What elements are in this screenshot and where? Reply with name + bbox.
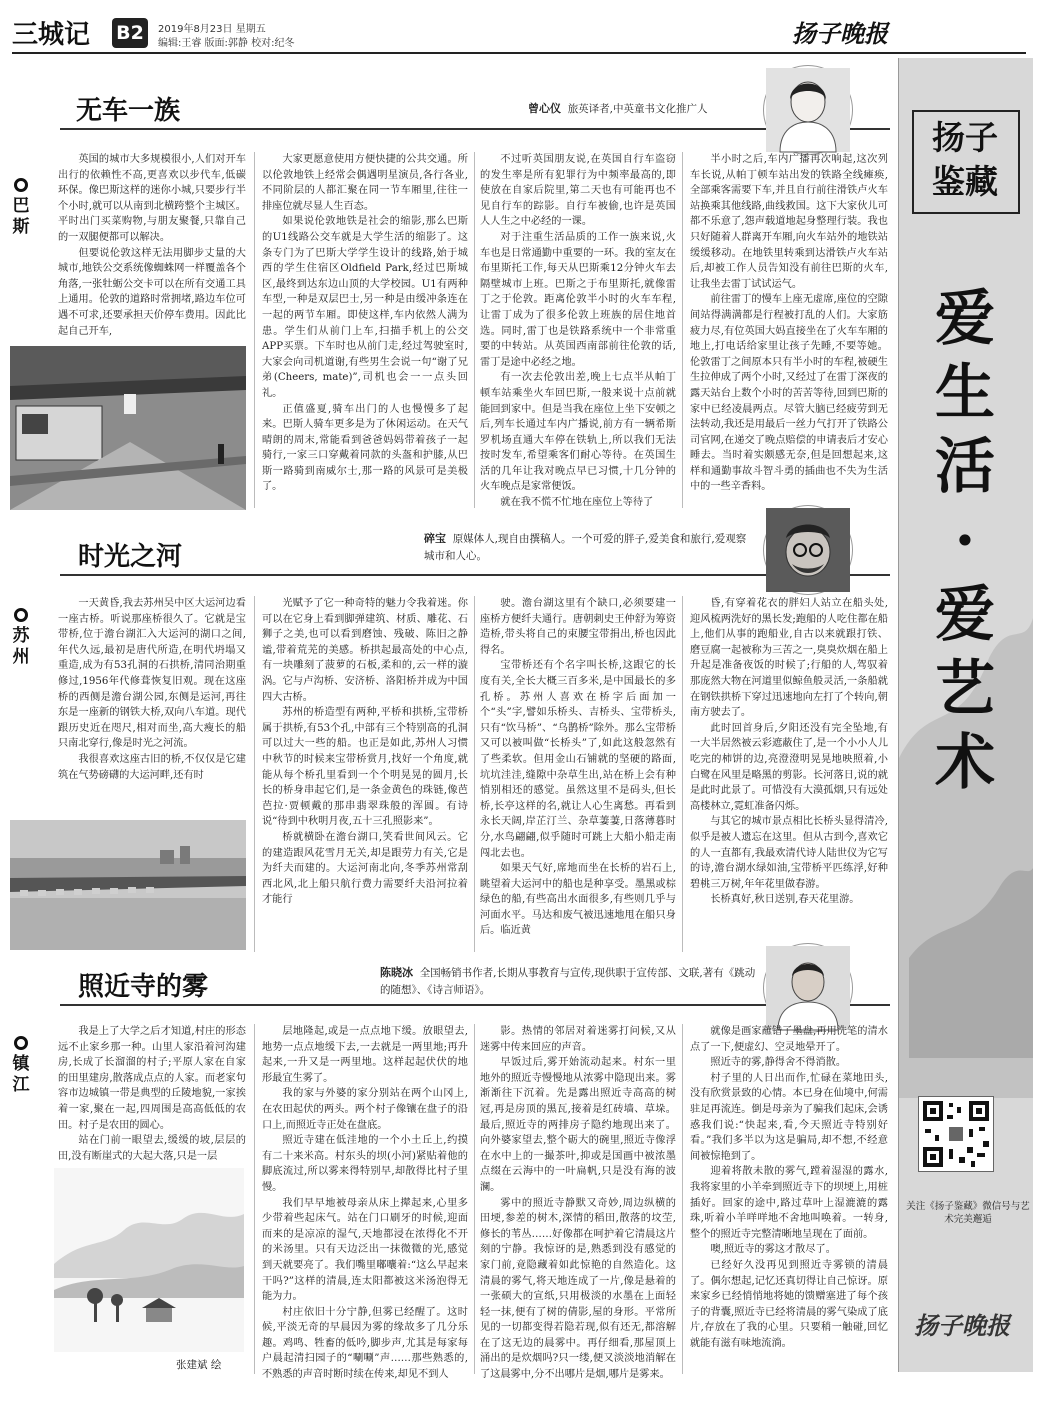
paragraph: 前往雷丁的慢车上座无虚席,座位的空隙间站得满满都是行程被打乱的人们。大家筋疲力尽,有位英国大妈直接坐在了火车车厢的地上,打电话给家里让孩子先睡,不要等她。伦敦雷丁之间原本只有半小时的车程,被硬生生拉伸成了两个小时,又经过了在雷丁深夜的露天站台上数个小时的苦苦等待,回到巴斯的家中已经凌晨两点。尽管大脑已经疲劳到无法转动,我还是用最后一丝力气打开了铁路公司官网,在递交了晚点赔偿的申请表后才安心睡去。当时着实颇感无奈,但是回想起来,这样和通勤事故斗智斗勇的插曲也不失为生活中的一些辛香料。 bbox=[690, 294, 888, 493]
paragraph: 我很喜欢这座古旧的桥,不仅仅是它建筑在气势磅礴的大运河畔,还有时 bbox=[58, 753, 246, 781]
paragraph: 层地隆起,或是一点点地下缓。放眼望去,地势一点点地缓下去,一去就是一两里地;再升起来,一升又是一两里地。这样起起伏伏的地形最宜生雾了。 bbox=[262, 1026, 468, 1084]
article-column bbox=[58, 1024, 246, 1164]
article-column bbox=[480, 152, 676, 510]
section-name: 三城记 bbox=[12, 20, 91, 50]
author-bio: 旅英译者,中英童书文化推广人 bbox=[567, 103, 708, 115]
sidebar-slogan: 爱 生 活 · 爱 艺 术 bbox=[935, 284, 995, 798]
location-name: 苏州 bbox=[12, 626, 30, 667]
paragraph: 早饭过后,雾开始流动起来。村东一里地外的照近寺慢慢地从浓雾中隐现出来。雾渐渐往下沉着。先是露出照近寺高高的树冠,再是房顶的黑瓦,接着是红砖墙、草垛。最后,照近寺的两排房子隐约地现出来了。向外婆家望去,整个砺大的碗里,照近寺像浮在水中上的一撮茶叶,抑或是国画中被浓墨点缀在云海中的一叶扁帆,只是没有海的波澜。 bbox=[480, 1057, 676, 1193]
paragraph: 英国的城市大多规模很小,人们对开车出行的依赖性不高,更喜欢以步代车,低碳环保。像巴斯这样的迷你小城,只要步行半个小时,就可以从南到北横跨整个主城区。平时出门买菜购物,与朋友聚餐,只靠自己的一双腿便都可以解决。 bbox=[58, 154, 246, 243]
paragraph: 对于注重生活品质的工作一族来说,火车也是日常通勤中重要的一环。我的室友在布里斯托工作,每天从巴斯乘12分钟火车去隔壁城市上班。巴斯之于布里斯托,就像雷丁之于伦敦。距离伦敦半小时的火车车程,让雷丁成为了很多伦敦上班族的居住地首选。同时,雷丁也是铁路系统中一个非常重要的中转站。从英国西南部前往伦敦的话,雷丁是途中必经之地。 bbox=[480, 231, 676, 368]
location-pin-icon bbox=[14, 608, 28, 622]
header-rule bbox=[12, 52, 1026, 54]
paragraph: 桥就横卧在澹台湖口,笑看世间风云。它的建造跟风花雪月无关,却是跟劳力有关,它是为纤夫而建的。大运河南北向,冬季苏州常刮西北风,北上船只航行费力需要纤夫沿河拉着才能行 bbox=[262, 831, 468, 906]
paragraph: 雾中的照近寺静默又奇妙,周边纵横的田埂,参差的树木,深情的稻田,散落的坟茔,修长的苇丛……好像都在呵护着它清晨这片刻的宁静。我惊讶的是,熟悉到没有感觉的家门前,竟隐藏着如此惊艳的自然造化。这清晨的雾气,将天地连成了一片,像是悬着的一张硕大的宣纸,只用极淡的水墨在上面轻轻一抹,便有了树的倩影,屋的身形。平常所见的一切都变得若隐若现,似有还无,都溶解在了这无边的晨雾中。再仔细看,那屋顶上涌出的是炊烟吗?只一缕,便又淡淡地消解在了这晨雾中,分不出哪片是烟,哪片是雾来。 bbox=[480, 1197, 676, 1381]
article-title: 无车一族 bbox=[76, 96, 181, 126]
paragraph: 昏,有穿着花衣的胖妇人站立在船头处,迎风梳两洗好的黑长发;跑船的人吃住都在船上,他们从事的跑船业,自古以来就跟打铁、磨豆腐一起被称为三苦之一,臭臭炊烟在船上升起是准备夜饭的时候了;行船的人,驾驭着那庞然大物在河道里似鲸鱼般灵活,一条船就在钢铁拱桥下穿过迅速地向左打了个转向,朝南方驶去了。 bbox=[690, 598, 888, 719]
article-column bbox=[690, 596, 888, 954]
paragraph: 已经好久没再见到照近寺雾锁的清晨了。偶尔想起,记忆还真切得让自己惊讶。原来家乡已经悄悄地将她的馈赠塞进了每个孩子的背囊,照近寺已经将清晨的雾气染成了底片,存放在了我的心里。只要稍一触碰,回忆就能有滋有味地流淌。 bbox=[690, 1259, 888, 1349]
paragraph: 就像是画家蘸错了墨盘,再用洗笔的清水点了一下,便虚幻、空灵地晕开了。 bbox=[690, 1026, 888, 1053]
paragraph: 有一次去伦敦出差,晚上七点半从帕丁顿车站乘坐火车回巴斯,一般来说十点前就能回到家中。但是当我在座位上坐下安顿之后,列车长通过车内广播说,前方有一辆希斯罗机场直通大车停在铁轨上,所以我们无法按时发车,希望乘客们耐心等待。在英国生活的几年让我对晚点早已习惯,十几分钟的火车晚点是家常便饭。 bbox=[480, 372, 676, 493]
article-column bbox=[690, 1024, 888, 1374]
paragraph: 噢,照近寺的雾这才散尽了。 bbox=[710, 1244, 836, 1256]
paragraph: 影。热情的邻居对着迷雾打问候,又从迷雾中传来回应的声音。 bbox=[480, 1026, 676, 1053]
paragraph: 光赋予了它一种奇特的魅力令我着迷。你可以在它身上看到脚弹建筑、材质、雕花、石狮子之美,也可以看到磨蚀、残破、陈旧之静谧,带着荒芜的美感。桥拱起最高处的中心点,有一块雕刻了菠萝的石板,柔和的,云一样的漩涡。它与卢沟桥、安济桥、洛阳桥并成为中国四大古桥。 bbox=[262, 598, 468, 703]
paragraph: 大家更愿意使用方便快捷的公共交通。所以伦敦地铁上经常会偶遇明星演员,各行各业,不同阶层的人都汇聚在同一节车厢里,往往一排座位就尽显人生百态。 bbox=[262, 154, 468, 212]
paragraph: 村子里的人日出而作,忙碌在菜地田头,没有欣赏景致的心情。本已身在仙境中,何需驻足再流连。倒是母亲为了骗我们起床,会诱惑我们说:“快起来,看,今天照近寺特别好看。”我们多半以为这是骗局,却不想,不经意间被惊艳到了。 bbox=[690, 1072, 888, 1162]
paragraph: 驶。澹台湖这里有个缺口,必须要建一座桥方便纤夫通行。唐朝刺史王仲舒为筹资造桥,带头将自己的束腰宝带捐出,桥也因此得名。 bbox=[480, 598, 676, 656]
paragraph: 一天黄昏,我去苏州吴中区大运河边看一座古桥。听说那座桥很久了。它就是宝带桥,位于澹台湖汇入大运河的湖口之间,年代久远,最初是唐代所造,在明代坍塌又重造,成为有53孔洞的石拱桥,清同治期重修过,1956年代修葺恢复旧观。现在这座桥的西侧是澹台湖公园,东侧是运河,再往东是一座新的钢铁大桥,双向八车道。现代跟历史近在咫尺,相对而坐,高大瘦长的船只南北穿行,像是时光之河流。 bbox=[58, 598, 246, 750]
article-column bbox=[58, 596, 246, 810]
sidebar-masthead: 扬子晚报 bbox=[914, 1311, 1010, 1340]
paragraph: 村庄依旧十分宁静,但雾已经醒了。这时候,平淡无奇的早晨因为雾的缘故多了几分乐趣。鸡鸣、牲畜的低吟,脚步声,尤其是每家每户晨起清扫园子的“唰唰”声……那些熟悉的,不熟悉的声音时断时续在传来,却见不到人 bbox=[262, 1306, 468, 1381]
paragraph: 我的家与外婆的家分别站在两个山冈上,在农田起伏的两头。两个村子像镶在盘子的沿口上,而照近寺正处在盘底。 bbox=[262, 1088, 468, 1131]
paragraph: 半小时之后,车内广播再次响起,这次列车长说,从帕丁顿车站出发的铁路全线瘫痪,全部乘客需要下车,并且自行前往滑铁卢火车站换乘其他线路,曲线救国。这下大家伙儿可都不乐意了,怨声载道地起身整理行装。我也只好随着人群离开车厢,向火车站外的地铁站缓缓移动。在地铁里转乘到达滑铁卢火车站后,却被工作人员告知没有前往巴斯的火车,让我坐去雷丁试试运气。 bbox=[690, 154, 888, 290]
location-pin-icon bbox=[14, 1036, 28, 1050]
location-tag bbox=[10, 178, 32, 238]
article-column bbox=[58, 152, 246, 340]
author-name: 碎宝 bbox=[424, 532, 446, 545]
article-column bbox=[262, 596, 468, 954]
paragraph: 长桥真好,秋日送别,春天花里游。 bbox=[710, 894, 860, 906]
illustration-credit: 张建斌 绘 bbox=[176, 1359, 222, 1371]
paragraph: 与其它的城市景点相比长桥头显得清冷,似乎是被人遗忘在这里。但从古到今,喜欢它的人一直都有,我最欢清代诗人陆世仪为它写的诗,澹台湖水绿如油,宝带桥平匹练浮,好种碧桃三万树,年年花里做春游。 bbox=[690, 816, 888, 890]
stone-bridge-photo bbox=[10, 820, 246, 950]
paragraph: 正值盛夏,骑车出门的人也慢慢多了起来。巴斯人骑车更多是为了休闲运动。在天气晴朗的周末,常能看到爸爸妈妈带着孩子一起骑行,一家三口穿戴着同款的头盔和护膝,从巴斯一路骑到南威尔士,那一路的风景可是美极了。 bbox=[262, 403, 468, 493]
brand-logo: 扬子 鉴藏 bbox=[932, 118, 998, 201]
paragraph: 如果说伦敦地铁是社会的缩影,那么巴斯的U1线路公交车就是大学生活的缩影了。这条专门为了巴斯大学学生设计的线路,始于城西的学生住宿区Oldfield Park,经过巴斯城区,最终到达东边山顶的大学校园。U1有两种车型,一种是双层巴士,另一种是由缓冲条连在一起的两节车厢。即使这样,车内依然人满为患。学生们从前门上车,扫描手机上的公交APP买票。下车时也从前门走,经过驾驶室时,大家会向司机道谢,有些男生会说一句“谢了兄弟(Cheers, mate)”,司机也会一一点头回礼。 bbox=[262, 216, 468, 399]
article-column bbox=[262, 152, 468, 510]
author-line bbox=[424, 530, 754, 565]
article-column bbox=[262, 1024, 468, 1381]
location-tag bbox=[10, 1036, 32, 1096]
location-tag bbox=[10, 608, 32, 668]
author-name: 陈晓冰 bbox=[380, 966, 413, 979]
landscape-ink-painting bbox=[54, 1168, 244, 1352]
author-line bbox=[528, 100, 788, 118]
author-bio: 原媒体人,现自由撰稿人。一个可爱的胖子,爱美食和旅行,爱观察城市和人心。 bbox=[424, 533, 747, 562]
article-title: 照近寺的雾 bbox=[78, 972, 209, 1002]
paragraph: 照近寺建在低洼地的一个小土丘上,约摸有二十来米高。村东头的坝(小河)紧贴着他的脚底流过,所以雾来得特别早,却散得比村子里慢。 bbox=[262, 1135, 468, 1193]
paragraph: 我是上了大学之后才知道,村庄的形态远不止家乡那一种。山里人家沿着河沟建房,长成了长溜溜的村子;平原人家在自家的田里建房,散落成点点的人家。而老家句容市边城镇一带是典型的丘陵地貌,一家挨着一家,聚在一起,四周围是高高低低的农田。村子是农田的圆心。 bbox=[58, 1026, 246, 1131]
qr-caption: 关注《扬子鉴藏》微信号与艺术完美邂逅 bbox=[906, 1201, 1030, 1225]
page-number-badge: B2 bbox=[112, 18, 148, 48]
editors-line: 编辑:王睿 版面:郭静 校对:纪冬 bbox=[158, 38, 295, 49]
paragraph: 迎着将散未散的雾气,蹚着湿湿的露水,我将家里的小羊牵到照近寺下的坝埂上,用桩插好。回家的途中,路过草叶上湿漉漉的露珠,听着小羊咩咩地不舍地叫唤着。一转身,整个的照近寺完整清晰地呈现在了面前。 bbox=[690, 1166, 888, 1240]
article-column bbox=[690, 152, 888, 510]
paragraph: 站在门前一眼望去,缓缓的坡,层层的田,没有断崖式的大起大落,只是一层 bbox=[58, 1135, 246, 1162]
author-portrait bbox=[764, 506, 852, 594]
paragraph: 苏州的桥造型有两种,平桥和拱桥,宝带桥属于拱桥,有53个孔,中部有三个特别高的孔洞可以过大一些的船。也正是如此,苏州人习惯中秋节的时候来宝带桥赏月,找好一个角度,就能从每个桥孔里看到一个个明晃晃的圆月,长长的桥身串起它们,是一条金黄色的珠链,像芭芭拉·贾顿戴的那串翡翠珠般的浑圆。有诗说“待到中秋明月夜,五十三孔照影来”。 bbox=[262, 707, 468, 828]
author-name: 曾心仪 bbox=[528, 102, 561, 115]
issue-date: 2019年8月23日 星期五 bbox=[158, 24, 266, 35]
paragraph: 照近寺的雾,静得舍不得消散。 bbox=[710, 1057, 847, 1069]
newspaper-masthead: 扬子晚报 bbox=[792, 19, 888, 48]
paragraph: 但要说伦敦这样无法用脚步丈量的大城市,地铁公交系统像蜘蛛网一样覆盖各个角落,一张牡蛎公交卡可以在所有交通工具上通用。伦敦的道路时常拥堵,路边车位可遇不可求,还要承担天价停车费用。因此比起自己开车, bbox=[58, 247, 246, 337]
paragraph: 如果天气好,席地而坐在长桥的岩石上,眺望着大运河中的船也是种享受。墨黑或棕绿色的船,有些高出水面很多,有些则几乎与河面水平。马达和废气被迅速地甩在船只身后。临近黄 bbox=[480, 863, 676, 937]
paragraph: 我们早早地被母亲从床上撵起来,心里多少带着些起床气。站在门口刷牙的时候,迎面而来的是凉凉的湿气,天地都浸在浓得化不开的米汤里。只有天边泛出一抹微微的光,感觉到天就要亮了。我们嘴里嘟囔着:“这么早起来干吗?”这样的清晨,连太阳都被这米汤泡得无能为力。 bbox=[262, 1197, 468, 1303]
location-name: 镇江 bbox=[12, 1054, 30, 1095]
author-portrait bbox=[764, 66, 852, 154]
article-column bbox=[480, 1024, 676, 1381]
location-pin-icon bbox=[14, 178, 28, 192]
article-title: 时光之河 bbox=[78, 542, 183, 572]
location-name: 巴斯 bbox=[12, 196, 30, 237]
paragraph: 此时回首身后,夕阳还没有完全坠地,有一大半居然被云彩遮蔽住了,是一个小小人儿吃完的柿饼的边,亮澄澄明晃晃地映照着,小白鹭在风里是略黑的剪影。长河落日,说的就是此时此景了。可惜没有大漠孤烟,只有远处高楼林立,霓虹准备闪烁。 bbox=[690, 722, 888, 812]
paragraph: 不过听英国朋友说,在英国自行车盗窃的发生率是所有犯罪行为中频率最高的,即使放在自家后院里,第二天也有可能再也不见自行车的踪影。自行车被偷,也许是英国人人生之中必经的一课。 bbox=[480, 154, 676, 228]
author-portrait bbox=[764, 944, 852, 1032]
wechat-qr-code[interactable] bbox=[918, 1096, 994, 1172]
article-column bbox=[480, 596, 676, 954]
paragraph: 就在我不慌不忙地在座位上等待了 bbox=[500, 497, 654, 509]
author-bio: 全国畅销书作者,长期从事教育与宣传,现供职于宣传部、文联,著有《跳动的随想》、《诗言师语》。 bbox=[380, 967, 756, 996]
author-line bbox=[380, 964, 760, 999]
train-station-photo bbox=[10, 346, 246, 510]
paragraph: 宝带桥还有个名字叫长桥,这跟它的长度有关,全长大概三百多米,是中国最长的多孔桥。苏州人喜欢在桥字后面加一个“头”字,譬如乐桥头、吉桥头、宝带桥头,只有“饮马桥”、“乌鹊桥”除外。那么宝带桥又可以被叫做“长桥头”了,如此这般忽然有了些柔软。但用金山石铺就的坚硬的路面,坑坑洼洼,缝隙中杂草生出,站在桥上会有种悄别相还的感觉。虽然这里不是码头,但长桥,长亭这样的名,就让人心生离愁。再看到永长天阔,岸芷汀兰、杂草萋萋,日落薄暮时分,水鸟翩翩,似乎随时可跳上大船小船走南闯北去也。 bbox=[480, 660, 676, 859]
